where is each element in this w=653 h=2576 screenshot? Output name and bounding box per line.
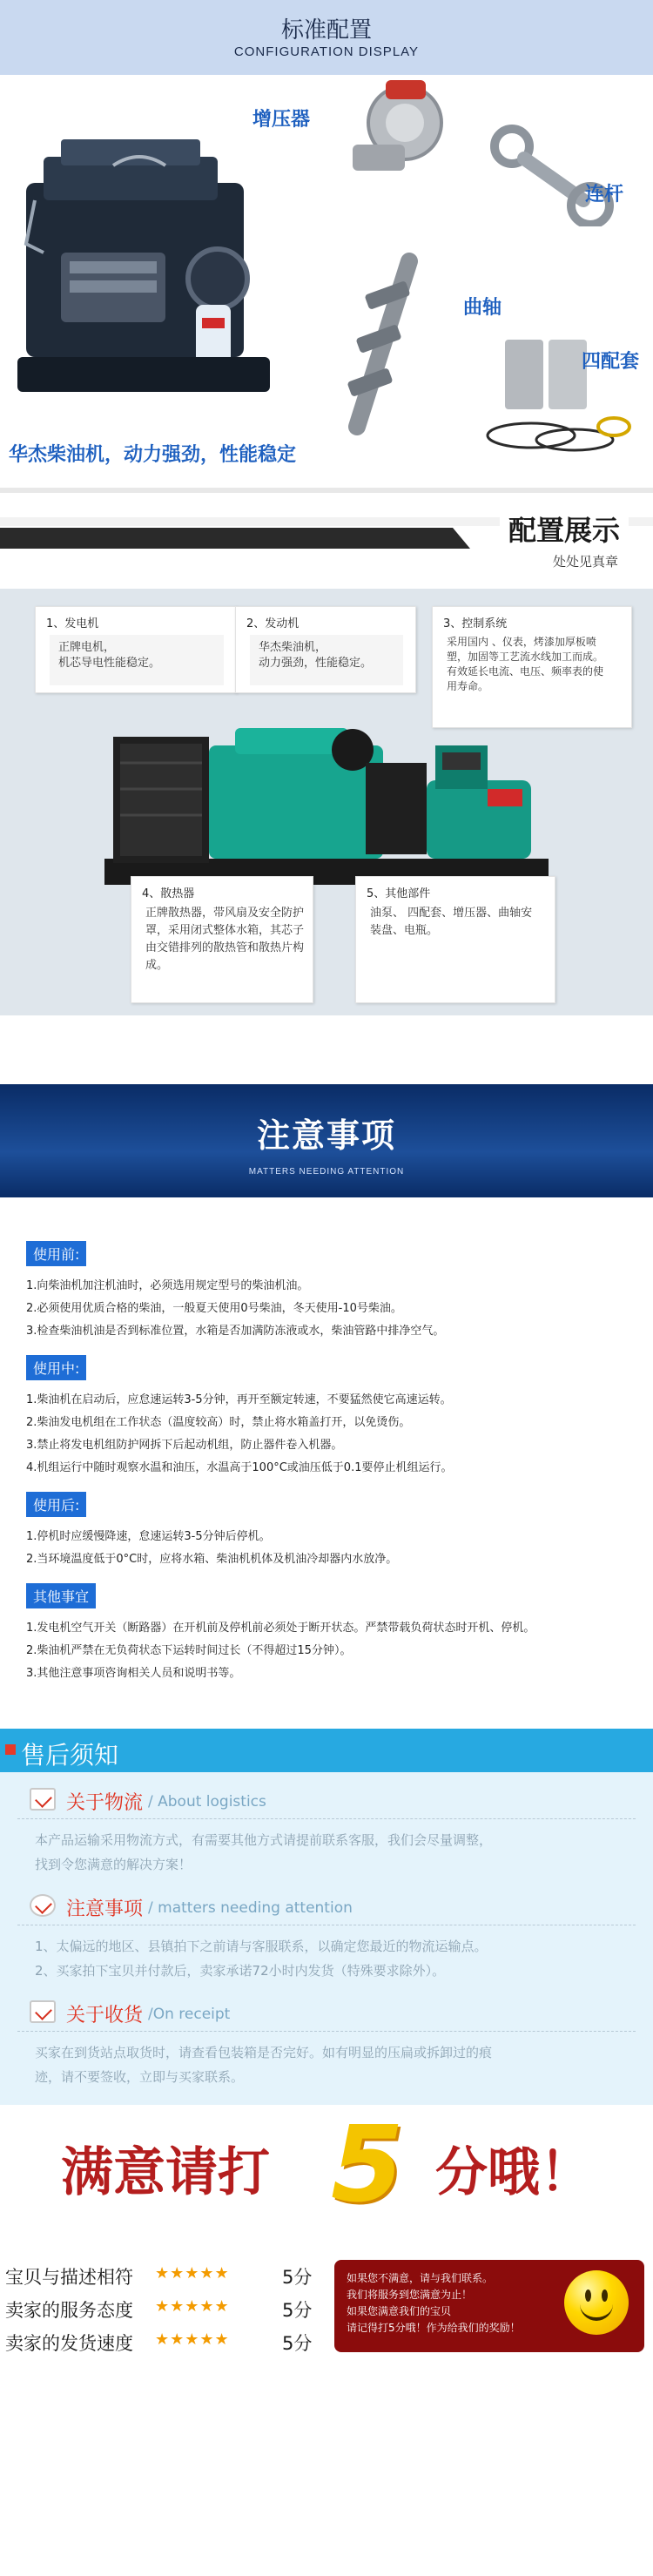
attention-heading: [17, 1887, 636, 1925]
receipt-icon: [30, 2000, 56, 2023]
receipt-line1: 买家在到货站点取货时，请查看包装箱是否完好。如有明显的压扁或拆卸过的痕: [35, 2045, 493, 2060]
card-generator-line1: 正牌电机，: [58, 641, 116, 654]
mail-icon: [30, 1788, 56, 1811]
rating-section: [0, 2105, 653, 2366]
rating-row-points: 5分: [282, 2267, 313, 2288]
attention-title: 注意事项: [66, 1898, 144, 1920]
diesel-engine-image: [9, 131, 296, 418]
smiley-mouth: [580, 2303, 613, 2321]
notes-during-4: 4.机组运行中随时观察水温和油压，水温高于100°C或油压低于0.1要停止机组运行。: [26, 1461, 453, 1474]
receipt-heading: [17, 1993, 636, 2032]
config-section: [0, 0, 653, 488]
card-other-title: 5、其他部件: [367, 887, 431, 900]
card-control-text: 采用国内 、仪表，烤漆加厚板喷塑，加固等工艺流水线加工而成。有效延长电流、电压、频率表的使用寿命。: [447, 636, 604, 692]
notes-during-1: 1.柴油机在启动后，应怠速运转3-5分钟，再开至额定转速，不要猛然使它高速运转。: [26, 1393, 452, 1406]
turbo-label: 增压器: [252, 109, 311, 131]
crankshaft-image: [331, 253, 435, 444]
card-engine-body: [250, 635, 403, 685]
rating-box-line1: 如果您不满意，请与我们联系。: [347, 2272, 494, 2284]
display-subtitle: 处处见真章: [552, 554, 618, 570]
red-square-icon: [5, 1744, 16, 1755]
card-radiator-text: 正牌散热器，带风扇及安全防护罩，采用闭式整体水箱，其芯子由交错排列的散热管和散热片构成。: [145, 907, 305, 972]
rod-label: 连杆: [585, 184, 624, 206]
attention-line1: 1、太偏远的地区、县镇拍下之前请与客服联系，以确定您最近的物流运输点。: [35, 1939, 488, 1954]
smiley-eye: [585, 2289, 591, 2302]
rating-message-box: [334, 2260, 644, 2352]
card-other-text: 油泵、 四配套、增压器、曲轴安装盘、电瓶。: [370, 907, 533, 937]
notes-other-2: 2.柴油机严禁在无负荷状态下运转时间过长（不得超过15分钟）。: [26, 1644, 352, 1657]
rating-row-points: 5分: [282, 2333, 313, 2354]
notes-other-heading: 其他事宜: [26, 1583, 96, 1608]
aftersales-title: 售后须知: [21, 1741, 119, 1770]
aftersales-section: [0, 1729, 653, 2105]
notes-before-heading: 使用前:: [26, 1241, 86, 1266]
notes-after-heading: 使用后:: [26, 1492, 86, 1517]
notes-title: 注意事项: [256, 1116, 396, 1155]
receipt-title-en: /On receipt: [148, 2006, 231, 2023]
rating-five: 5: [331, 2105, 404, 2226]
logistics-line1: 本产品运输采用物流方式，有需要其他方式请提前联系客服，我们会尽量调整，: [35, 1832, 493, 1848]
rating-box-line3: 如果您满意我们的宝贝: [347, 2305, 452, 2317]
notes-after-1: 1.停机时应缓慢降速，怠速运转3-5分钟后停机。: [26, 1530, 271, 1543]
notes-other-3: 3.其他注意事项咨询相关人员和说明书等。: [26, 1667, 241, 1680]
rating-row-shipping: [5, 2330, 327, 2361]
logistics-title: 关于物流: [66, 1792, 144, 1814]
card-control-title: 3、控制系统: [443, 617, 508, 631]
rating-box-line4: 请记得打5分哦！作为给我们的奖励！: [347, 2322, 521, 2334]
receipt-text: [17, 2040, 636, 2089]
notes-before-2: 2.必须使用优质合格的柴油，一般夏天使用0号柴油，冬天使用-10号柴油。: [26, 1302, 402, 1315]
card-generator-title: 1、发电机: [46, 617, 99, 631]
connecting-rod-image: [488, 122, 618, 226]
kit-label: 四配套: [582, 351, 640, 373]
attention-icon: [30, 1894, 56, 1917]
card-generator-body: [50, 635, 224, 685]
card-other-parts: [355, 876, 555, 1003]
card-engine-line1: 华杰柴油机，: [259, 641, 327, 654]
rating-row-service: [5, 2296, 327, 2328]
turbocharger-image: [344, 75, 466, 179]
rating-row-label: 卖家的服务态度: [5, 2300, 133, 2321]
aftersales-header: [0, 1729, 653, 1772]
notes-before-1: 1.向柴油机加注机油时，必须选用规定型号的柴油机油。: [26, 1279, 309, 1292]
card-radiator-title: 4、散热器: [142, 887, 195, 900]
card-engine: [235, 606, 416, 693]
notes-banner: [0, 1084, 653, 1197]
notes-subtitle: MATTERS NEEDING ATTENTION: [248, 1167, 405, 1177]
logistics-line2: 找到令您满意的解决方案！: [35, 1857, 192, 1872]
attention-line2: 2、买家拍下宝贝并付款后，卖家承诺72小时内发货（特殊要求除外）。: [35, 1963, 446, 1979]
rating-row-points: 5分: [282, 2300, 313, 2321]
card-generator-line2: 机芯导电性能稳定。: [58, 657, 161, 670]
attention-title-en: / matters needing attention: [148, 1899, 353, 1917]
generator-set-image: [104, 711, 549, 894]
notes-after-2: 2.当环境温度低于0°C时，应将水箱、柴油机机体及机油冷却器内水放净。: [26, 1553, 398, 1566]
attention-text: [17, 1934, 636, 1983]
receipt-line2: 迹，请不要签收，立即与买家联系。: [35, 2069, 245, 2085]
notes-body: [0, 1197, 653, 1685]
display-title: 配置展示: [500, 509, 629, 549]
aftersales-panel: [0, 1772, 653, 2105]
card-radiator: [131, 876, 313, 1003]
rating-title-left: 满意请打: [61, 2142, 270, 2203]
card-engine-title: 2、发动机: [246, 617, 300, 631]
notes-during-2: 2.柴油发电机组在工作状态（温度较高）时，禁止将水箱盖打开，以免烫伤。: [26, 1416, 411, 1429]
notes-during-3: 3.禁止将发电机组防护网拆下后起动机组，防止器件卷入机器。: [26, 1439, 343, 1452]
rating-row-label: 卖家的发货速度: [5, 2333, 133, 2354]
card-control: [432, 606, 632, 728]
notes-other-1: 1.发电机空气开关（断路器）在开机前及停机前必须处于断开状态。严禁带载负荷状态时开机、停机。: [26, 1622, 535, 1635]
notes-during-heading: 使用中:: [26, 1355, 86, 1380]
rating-box-line2: 我们将服务到您满意为止！: [347, 2289, 473, 2301]
receipt-title: 关于收货: [66, 2005, 144, 2026]
config-header: [0, 0, 653, 75]
five-star-icon: ★★★★★: [155, 2330, 230, 2349]
notes-section: [0, 1084, 653, 1729]
card-engine-line2: 动力强劲，性能稳定。: [259, 657, 373, 670]
engine-caption: 华杰柴油机，动力强劲，性能稳定: [9, 444, 297, 466]
rating-row-description: [5, 2263, 327, 2295]
logistics-title-en: / About logistics: [148, 1793, 266, 1811]
config-title: 标准配置: [280, 17, 372, 44]
smiley-eye: [602, 2289, 608, 2302]
crankshaft-label: 曲轴: [463, 297, 502, 319]
logistics-text: [17, 1828, 636, 1877]
rating-title-right: 分哦！: [435, 2142, 592, 2203]
display-panel: [0, 589, 653, 1015]
five-star-icon: ★★★★★: [155, 2264, 230, 2283]
rating-row-label: 宝贝与描述相符: [5, 2267, 133, 2288]
card-generator: [35, 606, 237, 693]
notes-before-3: 3.检查柴油机油是否到标准位置，水箱是否加满防冻液或水，柴油管路中排净空气。: [26, 1325, 445, 1338]
display-section: [0, 488, 653, 1023]
five-star-icon: ★★★★★: [155, 2297, 230, 2316]
config-subtitle: CONFIGURATION DISPLAY: [233, 44, 420, 59]
logistics-heading: [17, 1781, 636, 1819]
smiley-icon: [564, 2270, 629, 2335]
